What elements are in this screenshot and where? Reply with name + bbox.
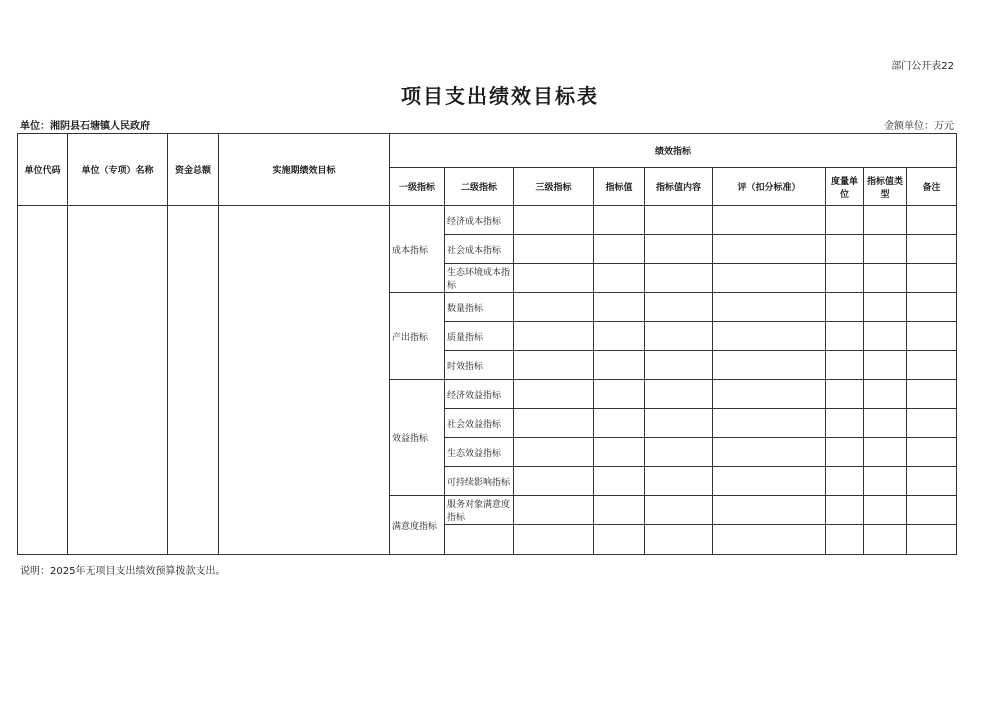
header-remark: 备注 [907,168,957,206]
level2-item [445,525,514,555]
level2-item: 生态环境成本指标 [445,264,514,293]
header-value-type: 指标值类型 [864,168,907,206]
level2-item: 数量指标 [445,293,514,322]
level1-output: 产出指标 [390,293,445,380]
cell-unit-name [68,206,168,555]
header-unit-code: 单位代码 [18,134,68,206]
level1-benefit: 效益指标 [390,380,445,496]
level2-item: 服务对象满意度指标 [445,496,514,525]
header-unit-name: 单位（专项）名称 [68,134,168,206]
header-measure-unit: 度量单位 [826,168,864,206]
level1-satisfaction: 满意度指标 [390,496,445,555]
header-level1: 一级指标 [390,168,445,206]
header-indicators: 绩效指标 [390,134,957,168]
level2-item: 质量指标 [445,322,514,351]
level2-item: 时效指标 [445,351,514,380]
header-scoring: 评（扣分标准） [713,168,826,206]
level2-item: 社会效益指标 [445,409,514,438]
unit-line: 单位：湘阴县石塘镇人民政府 [20,121,150,132]
header-total-funds: 资金总额 [168,134,219,206]
header-value: 指标值 [594,168,645,206]
footnote: 说明：2025年无项目支出绩效预算拨款支出。 [20,566,226,577]
level2-item: 可持续影响指标 [445,467,514,496]
header-level2: 二级指标 [445,168,514,206]
cell-goal [219,206,390,555]
header-goal: 实施期绩效目标 [219,134,390,206]
header-value-content: 指标值内容 [645,168,713,206]
cell-unit-code [18,206,68,555]
performance-table [17,133,957,555]
money-unit: 金额单位：万元 [884,121,954,132]
form-code: 部门公开表22 [891,61,954,72]
header-level3: 三级指标 [514,168,594,206]
cell-total-funds [168,206,219,555]
level2-item: 经济成本指标 [445,206,514,235]
level2-item: 经济效益指标 [445,380,514,409]
level2-item: 生态效益指标 [445,438,514,467]
page-title: 项目支出绩效目标表 [401,84,599,108]
level1-cost: 成本指标 [390,206,445,293]
table-row [18,206,957,235]
level2-item: 社会成本指标 [445,235,514,264]
